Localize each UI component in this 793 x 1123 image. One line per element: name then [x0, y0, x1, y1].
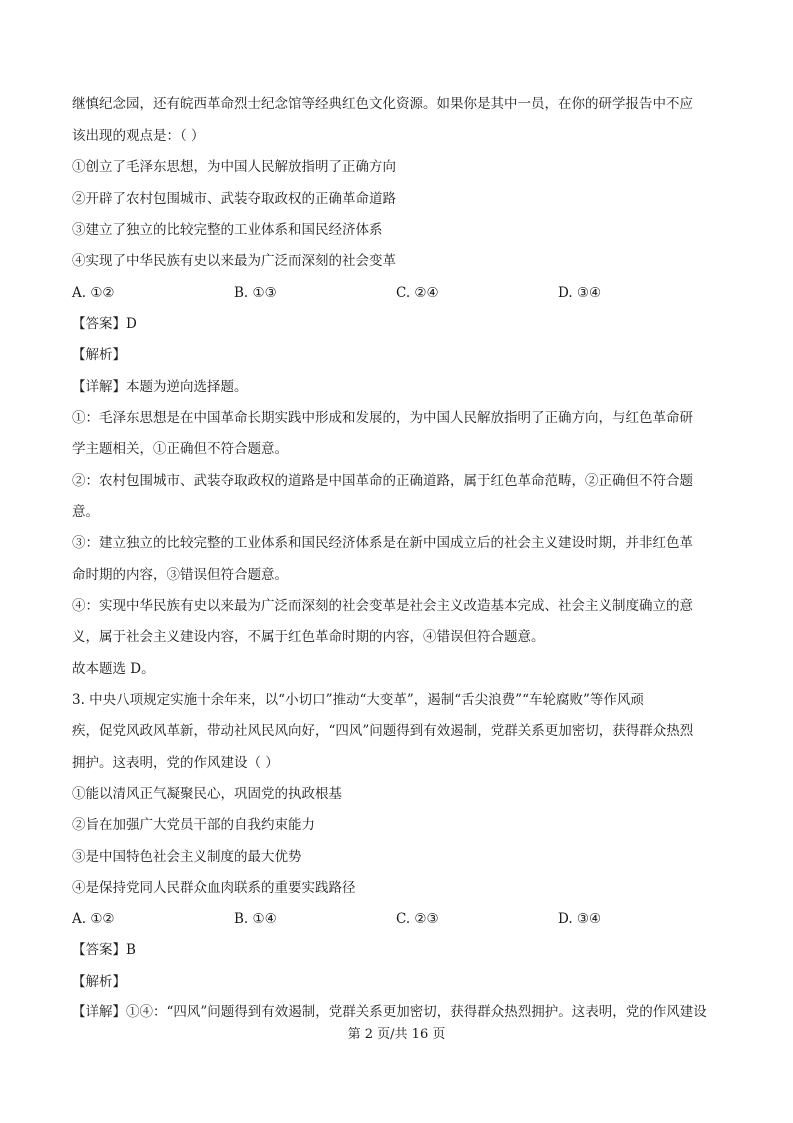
q3-option-b: B. ①④ [234, 911, 277, 927]
q3-analysis-label: 【解析】 [72, 974, 126, 990]
q2-options [72, 283, 724, 303]
q2-analysis-label: 【解析】 [72, 347, 126, 363]
q2-detail-line-8: ④：实现中华民族有史以来最为广泛而深刻的社会变革是社会主义改造基本完成、社会主义制度确立的意 [72, 598, 693, 614]
q2-option-b: B. ①③ [234, 285, 277, 301]
q2-conclusion: 故本题选 D。 [72, 661, 155, 677]
q2-answer: 【答案】D [72, 316, 137, 332]
q3-statement-4: ④是保持党同人民群众血肉联系的重要实践路径 [72, 880, 356, 896]
q2-detail-line-4: ②：农村包围城市、武装夺取政权的道路是中国革命的正确道路，属于红色革命范畴，②正确但不符合题 [72, 473, 693, 489]
q3-statement-1: ①能以清风正气凝聚民心，巩固党的执政根基 [72, 786, 342, 802]
q2-stem-line-1: 继慎纪念园，还有皖西革命烈士纪念馆等经典红色文化资源。如果你是其中一员，在你的研学报告中不应 [72, 96, 693, 112]
q2-detail-line-3: 学主题相关，①正确但不符合题意。 [72, 441, 288, 457]
q2-option-c: C. ②④ [396, 285, 439, 301]
q2-statement-1: ①创立了毛泽东思想，为中国人民解放指明了正确方向 [72, 159, 396, 175]
q3-options [72, 909, 724, 929]
q2-stem-line-2: 该出现的观点是：（ ） [72, 128, 205, 144]
q2-option-a: A. ①② [72, 285, 115, 301]
q2-statement-2: ②开辟了农村包围城市、武装夺取政权的正确革命道路 [72, 191, 396, 207]
q3-answer: 【答案】B [72, 942, 136, 958]
q2-statement-3: ③建立了独立的比较完整的工业体系和国民经济体系 [72, 222, 383, 238]
q3-detail-line-1: 【详解】①④：“四风”问题得到有效遏制，党群关系更加密切，获得群众热烈拥护。这表明，党的作风建设 [72, 1004, 707, 1020]
q2-detail-line-2: ①：毛泽东思想是在中国革命长期实践中形成和发展的，为中国人民解放指明了正确方向，与红色革命研 [72, 410, 693, 426]
q2-detail-line-1: 【详解】本题为逆向选择题。 [72, 379, 248, 395]
q2-option-d: D. ③④ [558, 285, 602, 301]
q3-option-c: C. ②③ [396, 911, 439, 927]
q3-option-a: A. ①② [72, 911, 115, 927]
q2-detail-line-6: ③：建立独立的比较完整的工业体系和国民经济体系是在新中国成立后的社会主义建设时期，并非红色革 [72, 535, 693, 551]
q3-statement-3: ③是中国特色社会主义制度的最大优势 [72, 849, 302, 865]
q3-statement-2: ②旨在加强广大党员干部的自我约束能力 [72, 817, 315, 833]
q2-statement-4: ④实现了中华民族有史以来最为广泛而深刻的社会变革 [72, 253, 396, 269]
q2-detail-line-7: 命时期的内容，③错误但符合题意。 [72, 567, 288, 583]
page-footer: 第 2 页/共 16 页 [347, 1027, 446, 1042]
q3-option-d: D. ③④ [558, 911, 602, 927]
q3-stem-line-1: 3. 中央八项规定实施十余年来，以“小切口”推动“大变革”，遏制“舌尖浪费”“车轮腐败”等作风顽 [72, 692, 644, 708]
q2-detail-line-5: 意。 [72, 504, 99, 520]
q2-detail-line-9: 义，属于社会主义建设内容，不属于红色革命时期的内容，④错误但符合题意。 [72, 629, 545, 645]
q3-stem-line-2: 疾，促党风政风革新，带动社风民风向好，“四风”问题得到有效遏制，党群关系更加密切，获得群众热烈 [72, 723, 694, 739]
q3-stem-line-3: 拥护。这表明，党的作风建设（ ） [72, 755, 279, 771]
